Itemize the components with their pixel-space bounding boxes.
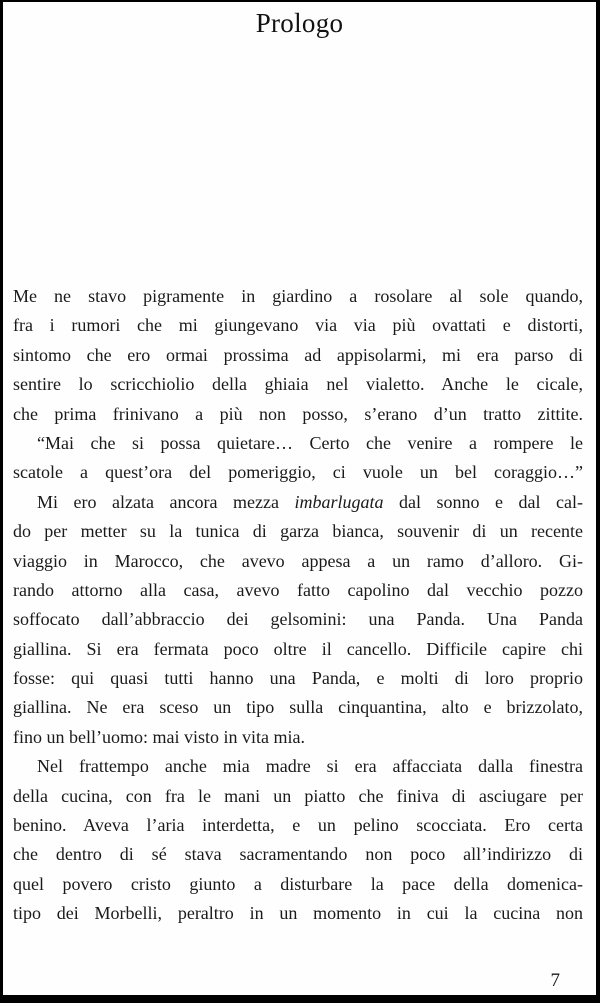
text-line <box>13 488 583 517</box>
text-segment: Me ne stavo pigramente in giardino a rosolare al sole quando, <box>13 286 583 306</box>
text-segment: quel povero cristo giunto a disturbare la pace della domenica- <box>13 873 583 894</box>
italic-word: imbarlugata <box>294 491 384 512</box>
chapter-heading: Prologo <box>255 8 344 38</box>
text-line <box>13 429 583 458</box>
text-segment: viaggio in Marocco, che avevo appesa a un ramo d’alloro. Gi- <box>13 550 583 571</box>
text-segment: “Mai che si possa quietare… Certo che venire a rompere le <box>37 432 583 453</box>
text-segment: fino un bell’uomo: mai visto in vita mia. <box>13 726 305 747</box>
text-line <box>13 723 583 752</box>
text-line <box>13 547 583 576</box>
text-line <box>13 752 583 781</box>
text-line <box>13 635 583 664</box>
text-segment: rando attorno alla casa, avevo fatto capolino dal vecchio pozzo <box>13 579 583 600</box>
text-segment: do per metter su la tunica di garza bianca, souvenir di un recente <box>13 521 583 542</box>
text-line <box>13 693 583 722</box>
text-line <box>13 870 583 899</box>
text-line <box>13 282 583 311</box>
text-line <box>13 311 583 340</box>
text-line <box>13 341 583 370</box>
text-segment: Mi ero alzata ancora mezza <box>37 491 295 512</box>
text-segment: benino. Aveva l’aria interdetta, e un pelino scocciata. Ero certa <box>13 815 583 836</box>
text-line <box>13 517 583 546</box>
text-line <box>13 840 583 869</box>
text-segment: giallina. Si era fermata poco oltre il cancello. Difficile capire chi <box>13 638 583 659</box>
text-segment: fra i rumori che mi giungevano via via più ovattati e distorti, <box>13 315 583 336</box>
text-line <box>13 664 583 693</box>
text-segment: Nel frattempo anche mia madre si era affacciata dalla finestra <box>37 756 583 777</box>
text-line <box>13 400 583 429</box>
text-segment: della cucina, con fra le mani un piatto che finiva di asciugare per <box>13 785 583 806</box>
text-segment: sintomo che ero ormai prossima ad appisolarmi, mi era parso di <box>13 344 583 365</box>
text-segment: scatole a quest’ora del pomeriggio, ci vuole un bel coraggio…” <box>13 462 583 483</box>
text-line <box>13 811 583 840</box>
body-text <box>13 282 583 929</box>
text-segment: dal sonno e dal cal- <box>383 491 583 512</box>
text-line <box>13 458 583 487</box>
text-segment: giallina. Ne era sceso un tipo sulla cinquantina, alto e brizzolato, <box>13 697 583 718</box>
text-segment: che prima frinivano a più non posso, s’erano d’un tratto zittite. <box>13 403 583 424</box>
text-line <box>13 899 583 928</box>
text-segment: fosse: qui quasi tutti hanno una Panda, e molti di loro proprio <box>13 668 583 689</box>
text-line <box>13 576 583 605</box>
text-segment: soffocato dall’abbraccio dei gelsomini: una Panda. Una Panda <box>13 609 583 630</box>
text-segment: sentire lo scricchiolio della ghiaia nel vialetto. Anche le cicale, <box>13 374 583 395</box>
text-line <box>13 782 583 811</box>
text-segment: che dentro di sé stava sacramentando non poco all’indirizzo di <box>13 844 583 865</box>
text-line <box>13 605 583 634</box>
page-number: 7 <box>550 970 560 991</box>
text-line <box>13 370 583 399</box>
text-segment: tipo dei Morbelli, peraltro in un momento in cui la cucina non <box>13 903 583 924</box>
